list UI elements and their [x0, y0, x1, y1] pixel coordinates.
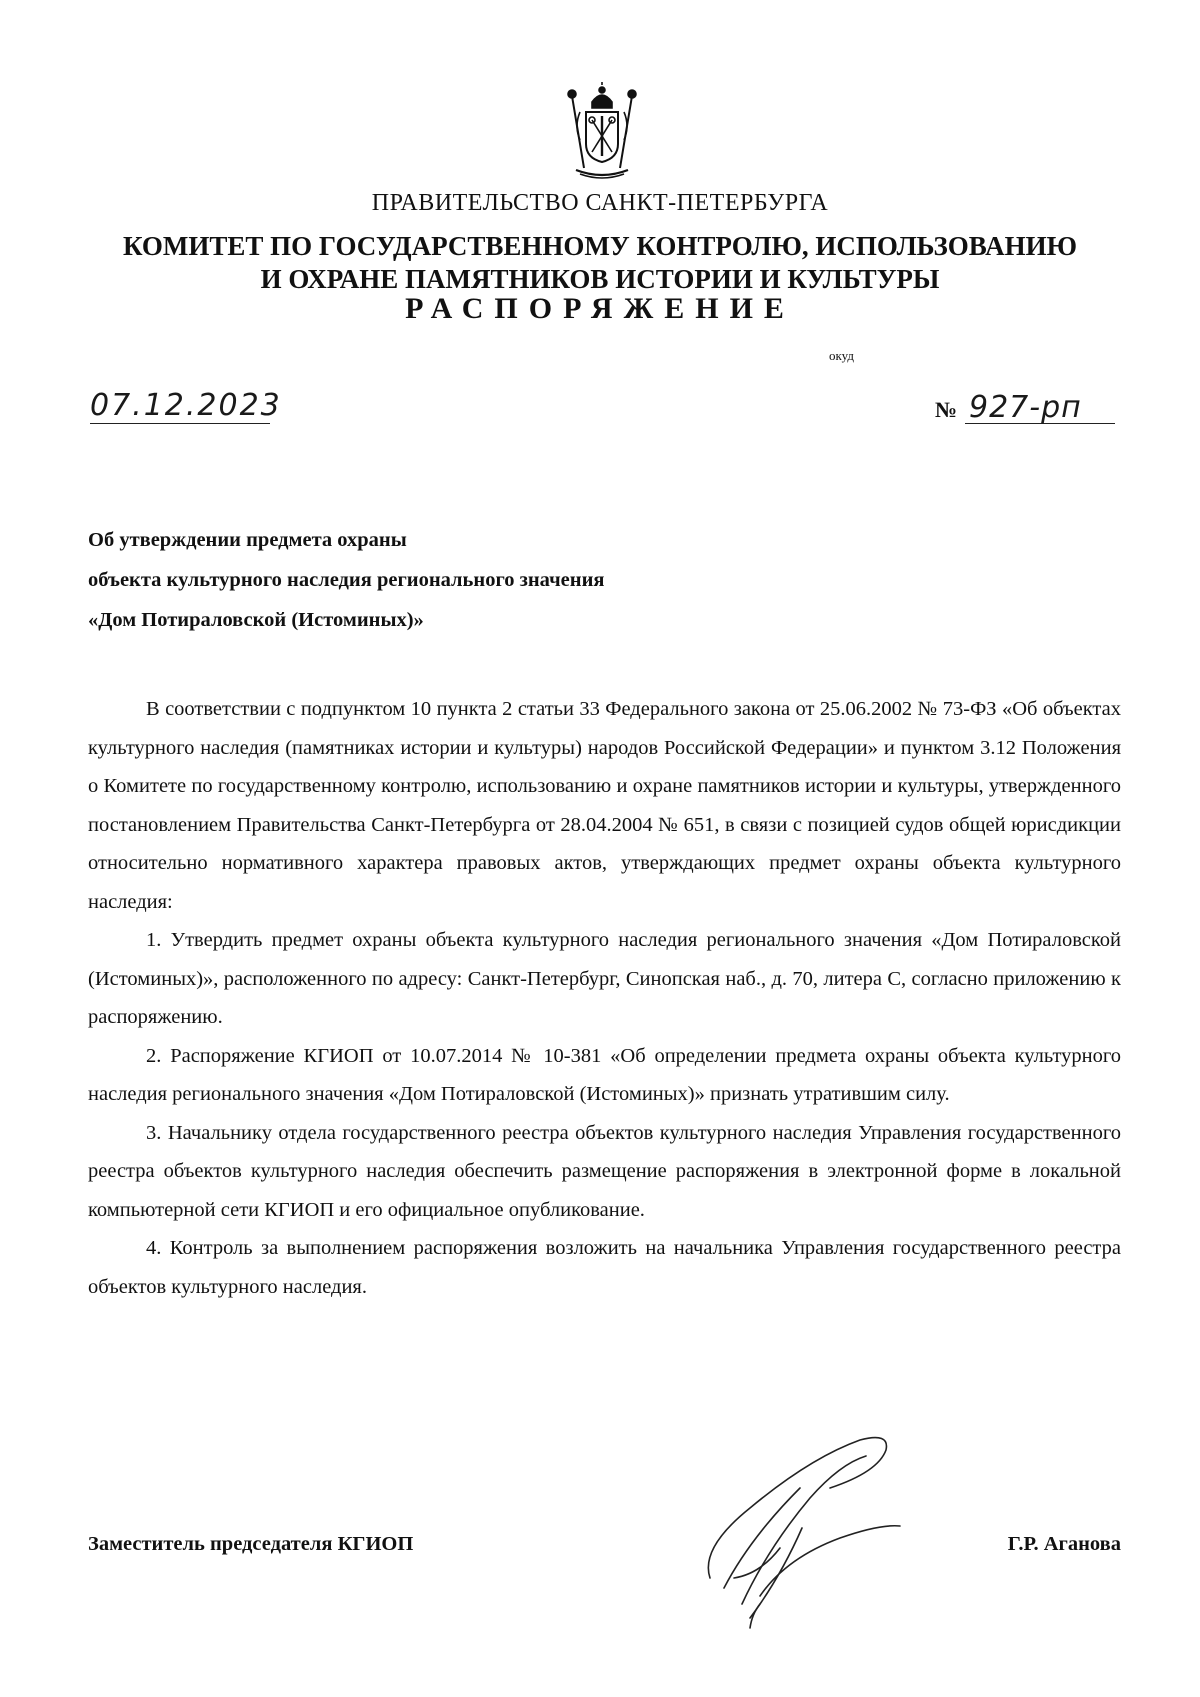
coat-of-arms-icon	[562, 82, 642, 182]
item-1-paragraph: 1. Утвердить предмет охраны объекта культурного наследия регионального значения «Дом Потираловской (Истоминых)», расположенного по адресу: Санкт-Петербург, Синопская наб., д. 70, литера С, согласно приложению к распоряжению.	[88, 929, 1121, 1028]
committee-name-line1: КОМИТЕТ ПО ГОСУДАРСТВЕННОМУ КОНТРОЛЮ, ИСПОЛЬЗОВАНИЮ	[123, 231, 1077, 261]
preamble-paragraph: В соответствии с подпунктом 10 пункта 2 статьи 33 Федерального закона от 25.06.2002 № 73-ФЗ «Об объектах культурного наследия (памятниках истории и культуры) народов Российской Федерации» и пунктом 3.12 Положения о Комитете по государственному контролю, использованию и охране памятников истории и культуры, утвержденного постановлением Правительства Санкт-Петербурга от 28.04.2004 № 651, в связи с позицией судов общей юрисдикции относительно нормативного характера правовых актов, утверждающих предмет охраны объекта культурного наследия:	[88, 698, 1121, 913]
subject-block	[88, 520, 848, 640]
signatory-name: Г.Р. Аганова	[1007, 1533, 1121, 1555]
subject-line2: объекта культурного наследия регионального значения	[88, 569, 605, 591]
item-3-paragraph: 3. Начальнику отдела государственного реестра объектов культурного наследия Управления государственного реестра объектов культурного наследия обеспечить размещение распоряжения в электронной форме в локальной компьютерной сети КГИОП и его официальное опубликование.	[88, 1121, 1121, 1221]
government-name: ПРАВИТЕЛЬСТВО САНКТ-ПЕТЕРБУРГА	[371, 190, 829, 216]
date-value: 07.12.2023	[90, 388, 282, 423]
okud-label: окуд	[829, 348, 854, 363]
subject-line1: Об утверждении предмета охраны	[88, 529, 407, 551]
date-field	[90, 385, 282, 424]
subject-line3: «Дом Потираловской (Истоминых)»	[88, 609, 424, 631]
signatory-position: Заместитель председателя КГИОП	[88, 1533, 414, 1555]
number-field	[965, 385, 1115, 424]
signature-row	[88, 1533, 1121, 1573]
number-label: №	[935, 397, 958, 422]
committee-name-line2: И ОХРАНЕ ПАМЯТНИКОВ ИСТОРИИ И КУЛЬТУРЫ	[260, 264, 940, 294]
item-4-paragraph: 4. Контроль за выполнением распоряжения возложить на начальника Управления государственного реестра объектов культурного наследия.	[88, 1237, 1121, 1298]
number-value: 927-рп	[969, 390, 1082, 425]
committee-name	[60, 230, 1140, 296]
body-text	[88, 690, 1121, 1306]
document-type: РАСПОРЯЖЕНИЕ	[405, 292, 795, 325]
item-2-paragraph: 2. Распоряжение КГИОП от 10.07.2014 № 10-381 «Об определении предмета охраны объекта культурного наследия регионального значения «Дом Потираловской (Истоминых)» признать утратившим силу.	[88, 1044, 1121, 1105]
